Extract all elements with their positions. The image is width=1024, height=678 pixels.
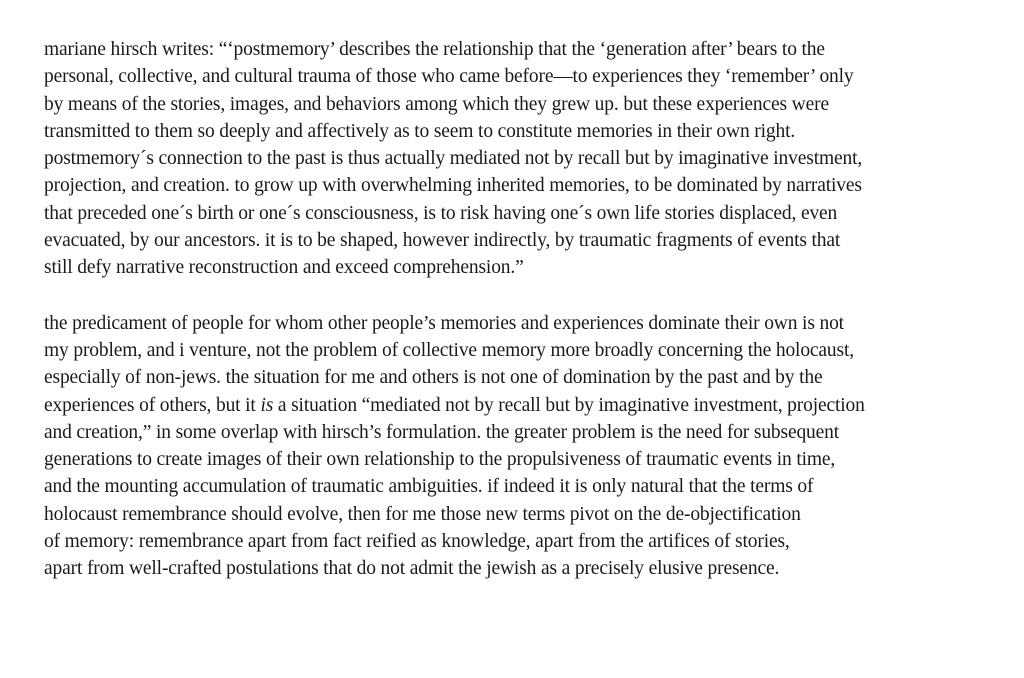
- text-segment: experiences of others, but it: [44, 394, 261, 416]
- paragraph-commentary: [44, 310, 1014, 583]
- text-line: my problem, and i venture, not the problem of collective memory more broadly concerning the holocaust,: [44, 339, 854, 361]
- text-line: and creation,” in some overlap with hirsch’s formulation. the greater problem is the need for subsequent: [44, 421, 840, 443]
- emphasis-text: is: [260, 394, 274, 416]
- text-line: transmitted to them so deeply and affectively as to seem to constitute memories in their own right.: [44, 120, 796, 142]
- text-line: and the mounting accumulation of traumatic ambiguities. if indeed it is only natural that the terms of: [44, 476, 814, 498]
- text-line: evacuated, by our ancestors. it is to be shaped, however indirectly, by traumatic fragments of events that: [44, 230, 841, 252]
- document-body: [44, 36, 1014, 583]
- text-line: the predicament of people for whom other people’s memories and experiences dominate their own is not: [44, 312, 844, 334]
- text-line: especially of non-jews. the situation for me and others is not one of domination by the past and by the: [44, 367, 823, 389]
- text-line: by means of the stories, images, and behaviors among which they grew up. but these experiences were: [44, 93, 829, 115]
- text-line: holocaust remembrance should evolve, then for me those new terms pivot on the de-objectification: [44, 503, 801, 525]
- text-line: mariane hirsch writes: “‘postmemory’ describes the relationship that the ‘generation after’ bears to the: [44, 39, 825, 60]
- paragraph-hirsch-quote: [44, 36, 1014, 282]
- text-line: apart from well-crafted postulations that do not admit the jewish as a precisely elusive presence.: [44, 558, 780, 580]
- text-line: projection, and creation. to grow up with overwhelming inherited memories, to be dominated by narratives: [44, 175, 862, 197]
- text-segment: a situation “mediated not by recall but by imaginative investment, projection: [273, 394, 865, 416]
- text-line: of memory: remembrance apart from fact reified as knowledge, apart from the artifices of stories,: [44, 531, 790, 553]
- text-line: that preceded one´s birth or one´s consciousness, is to risk having one´s own life stories displaced, even: [44, 202, 838, 224]
- text-line: generations to create images of their own relationship to the propulsiveness of traumatic events in time,: [44, 449, 836, 471]
- text-line: postmemory´s connection to the past is thus actually mediated not by recall but by imaginative investment,: [44, 148, 863, 170]
- text-line: still defy narrative reconstruction and exceed comprehension.”: [44, 257, 524, 279]
- text-line-with-emphasis: [44, 392, 1014, 419]
- text-line: personal, collective, and cultural trauma of those who came before––to experiences they ‘remember’ only: [44, 66, 854, 88]
